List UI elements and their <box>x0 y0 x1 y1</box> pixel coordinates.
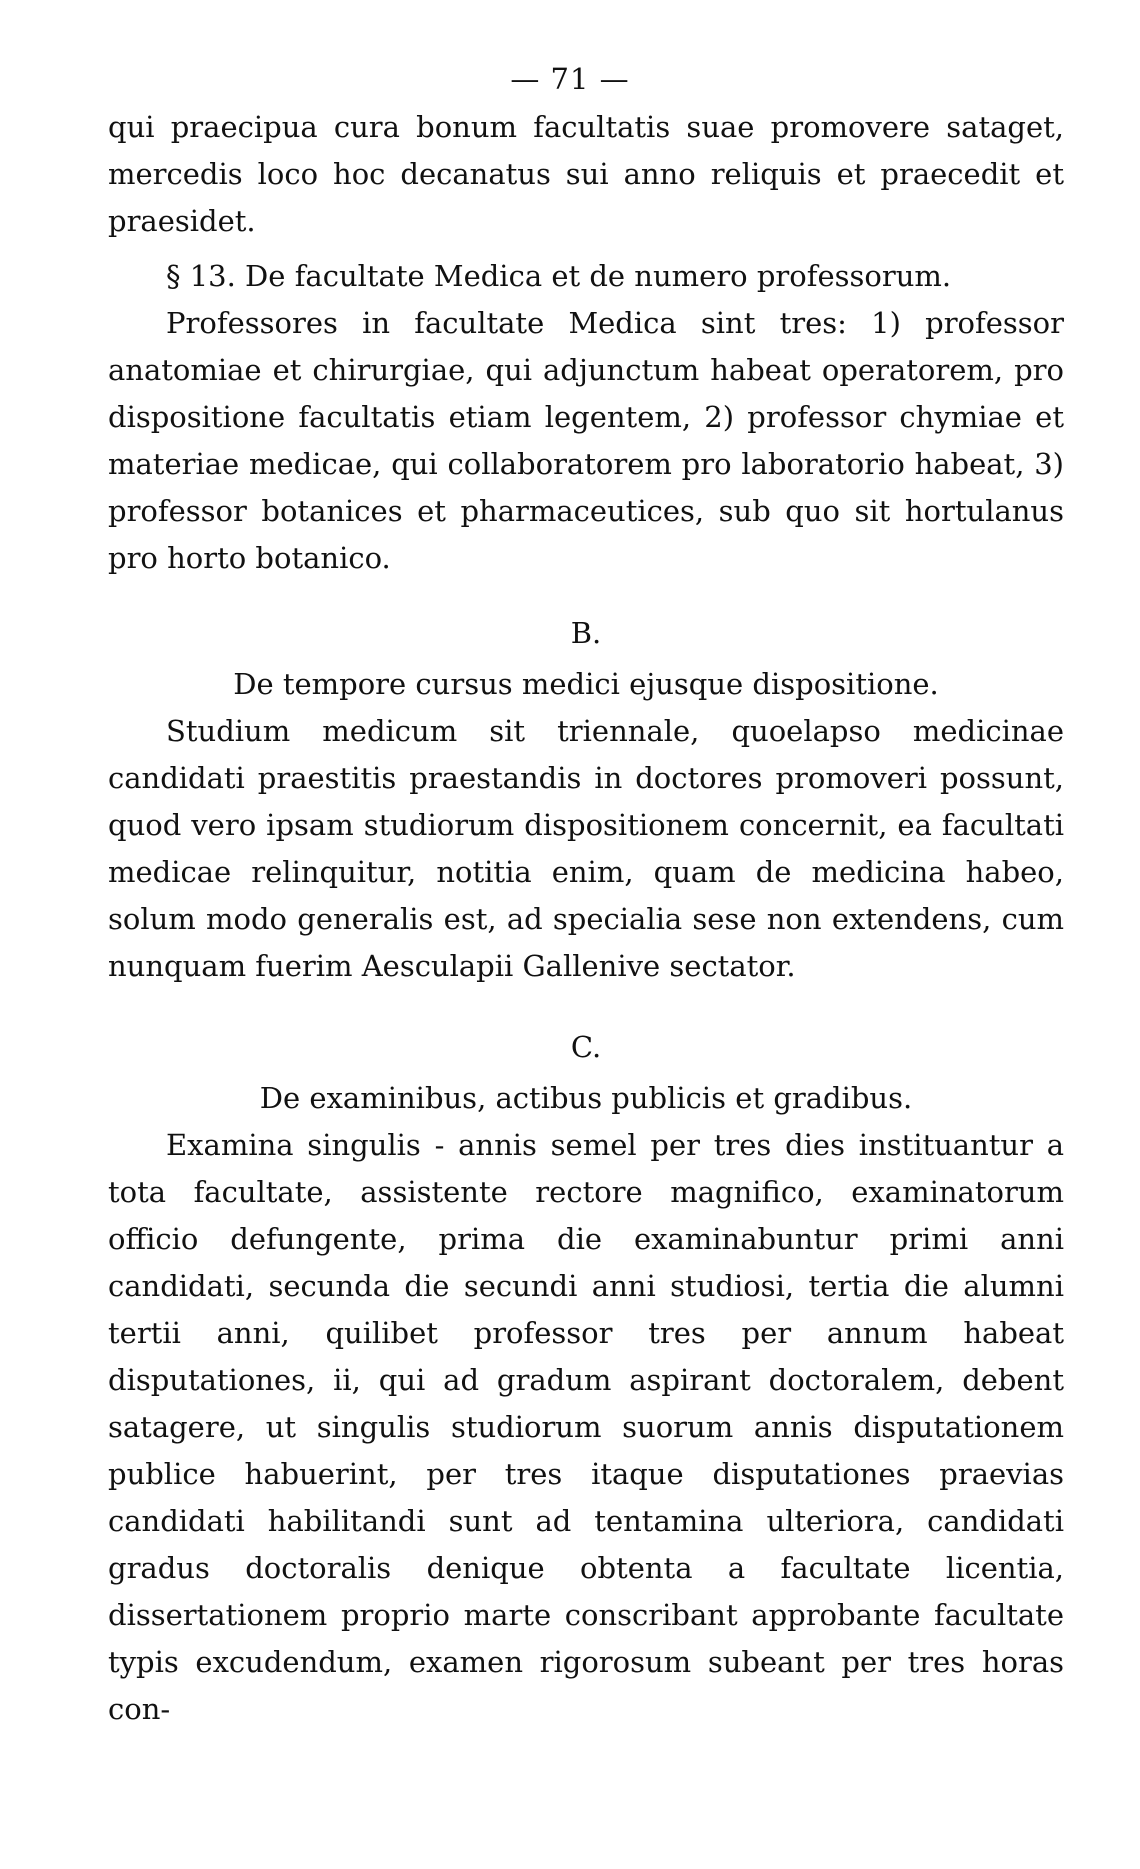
section-b-letter: B. <box>570 616 602 650</box>
section-13-heading: § 13. De facultate Medica et de numero professorum. <box>166 259 952 293</box>
paragraph-continuation: qui praecipua cura bonum facultatis suae promovere sataget, mercedis loco hoc decanatus sui anno reliquis et praecedit et praesidet. <box>108 110 1064 238</box>
section-b-text: Studium medicum sit triennale, quoelapso medicinae candidati praestitis praestandis in doctores promoveri possunt, quod vero ipsam studiorum dispositionem concernit, ea facultati medicae relinquitur, notitia enim, quam de medicina habeo, solum modo generalis est, ad specialia sese non extendens, cum nunquam fuerim Aesculapii Gallenive sectator. <box>108 714 1064 983</box>
page-number: — 71 — <box>510 62 630 96</box>
section-c-text: Examina singulis - annis semel per tres dies instituantur a tota facultate, assistente rectore magnifico, examinatorum officio defungente, prima die examinabuntur primi anni candidati, secunda die secundi anni studiosi, tertia die alumni tertii anni, quilibet professor tres per annum habeat disputationes, ii, qui ad gradum aspirant doctoralem, debent satagere, ut singulis studiorum suorum annis disputationem publice habuerint, per tres itaque disputationes praevias candidati habilitandi sunt ad tentamina ulteriora, candidati gradus doctoralis denique obtenta a facultate licentia, dissertationem proprio marte conscribant approbante facultate typis excudendum, examen rigorosum subeant per tres horas con- <box>108 1128 1064 1726</box>
section-b-title: De tempore cursus medici ejusque dispositione. <box>233 667 939 701</box>
section-c-letter: C. <box>570 1030 602 1064</box>
paragraph-professores: Professores in facultate Medica sint tres: 1) professor anatomiae et chirurgiae, qui adjunctum habeat operatorem, pro dispositione facultatis etiam legentem, 2) professor chymiae et materiae medicae, qui collaboratorem pro laboratorio habeat, 3) professor botanices et pharmaceutices, sub quo sit hortulanus pro horto botanico. <box>108 306 1064 575</box>
section-c-title: De examinibus, actibus publicis et gradibus. <box>259 1081 913 1115</box>
page-body <box>108 104 1064 1733</box>
